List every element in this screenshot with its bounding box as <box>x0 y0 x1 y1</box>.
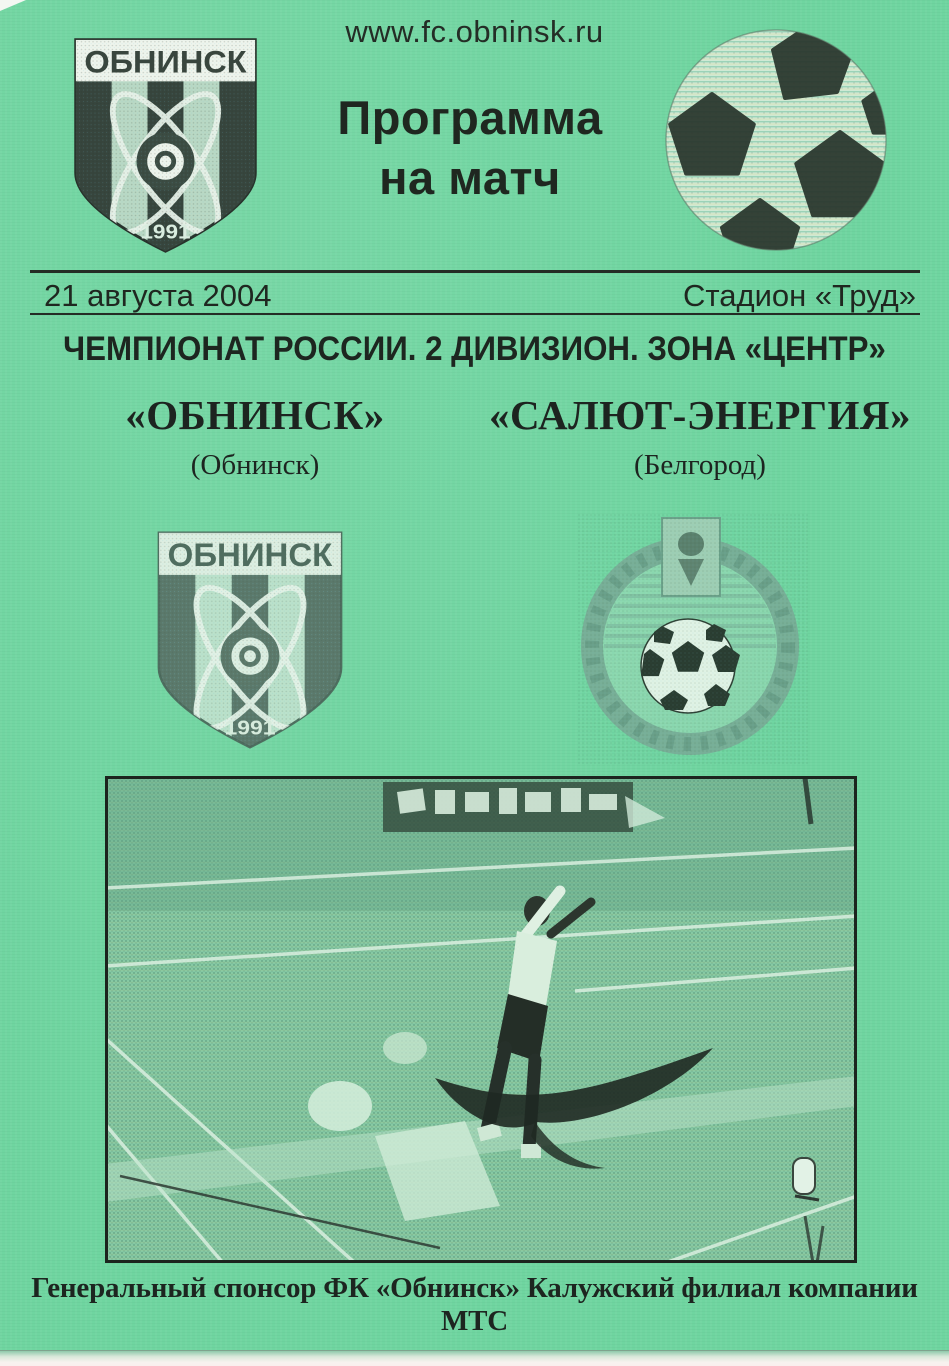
soccer-ball-image <box>660 26 892 258</box>
sponsor-line: Генеральный спонсор ФК «Обнинск» Калужский филиал компании МТС <box>31 1272 918 1337</box>
program-title-line1: Программа <box>337 91 603 144</box>
stadium-name: Стадион «Труд» <box>683 278 916 313</box>
away-team-city: (Белгород) <box>634 449 766 481</box>
crest-year: 1991 <box>140 221 191 244</box>
crest-club-name: ОБНИНСК <box>84 43 248 80</box>
divider-line-top <box>30 270 920 273</box>
home-team-city: (Обнинск) <box>190 449 320 481</box>
salyut-energia-logo <box>578 514 808 764</box>
program-title-line2: на матч <box>379 151 561 205</box>
scan-edge-artifact <box>0 1350 949 1366</box>
divider-line-bottom <box>30 313 920 315</box>
away-team-block <box>470 391 930 482</box>
obninsk-crest-logo-top <box>58 33 273 257</box>
program-title <box>280 88 660 208</box>
obninsk-crest-logo <box>152 521 348 758</box>
match-date: 21 августа 2004 <box>44 278 272 313</box>
away-team-name: «САЛЮТ-ЭНЕРГИЯ» <box>488 392 912 438</box>
crest-year: 1991 <box>224 716 276 740</box>
match-info-bar <box>44 278 916 314</box>
match-photo <box>105 776 857 1263</box>
home-team-name: «ОБНИНСК» <box>125 392 385 438</box>
website-url: www.fc.obninsk.ru <box>345 14 604 49</box>
home-team-block <box>40 391 470 482</box>
competition-title: ЧЕМПИОНАТ РОССИИ. 2 ДИВИЗИОН. ЗОНА «ЦЕНТР» <box>63 330 886 368</box>
scan-corner-artifact <box>0 0 26 11</box>
crest-club-name: ОБНИНСК <box>167 537 333 573</box>
